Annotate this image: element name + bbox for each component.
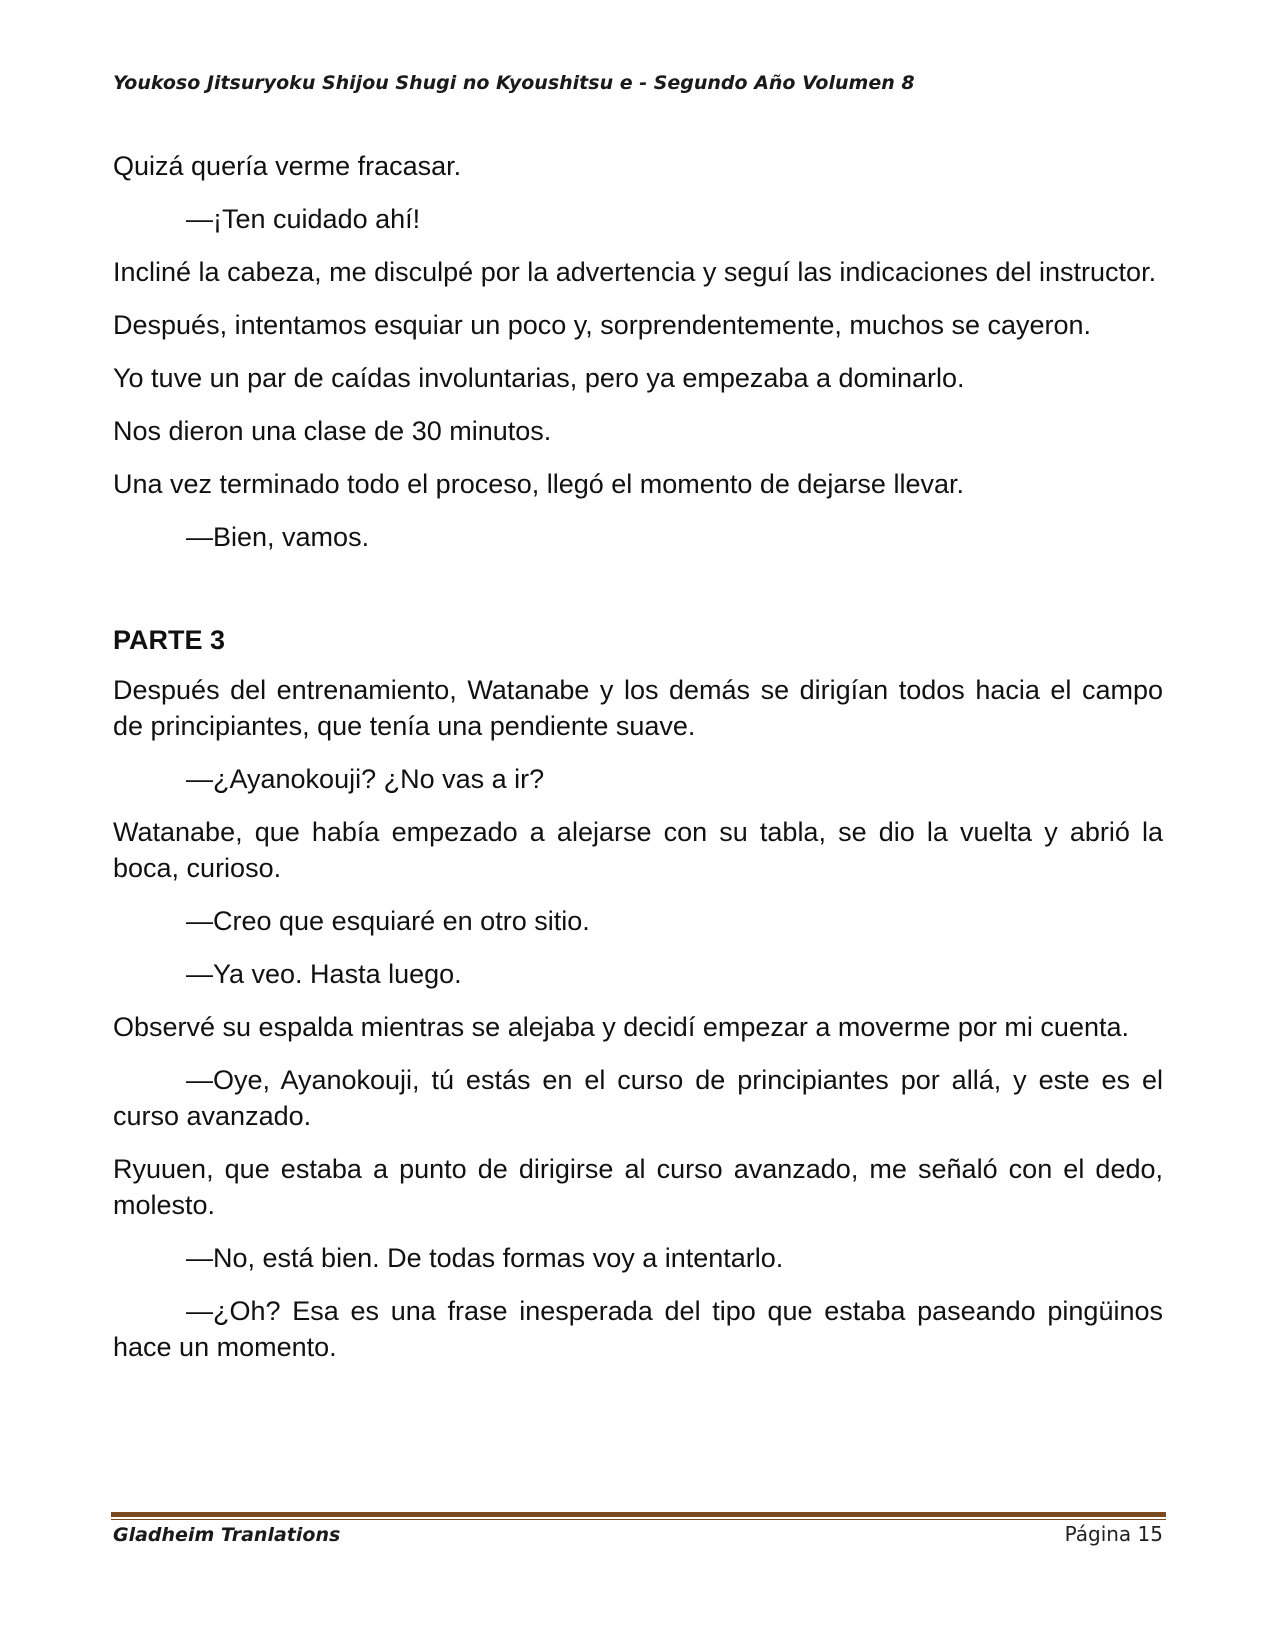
dialogue-line: —¿Ayanokouji? ¿No vas a ir? bbox=[186, 764, 545, 794]
footer-divider-thin bbox=[111, 1519, 1166, 1520]
dialogue-line: —Creo que esquiaré en otro sitio. bbox=[186, 906, 590, 936]
running-header: Youkoso Jitsuryoku Shijou Shugi no Kyoushitsu e - Segundo Año Volumen 8 bbox=[113, 72, 915, 94]
footer-publisher: Gladheim Tranlations bbox=[113, 1524, 341, 1546]
paragraph: Ryuuen, que estaba a punto de dirigirse al curso avanzado, me señaló con el dedo, molesto. bbox=[113, 1154, 1163, 1220]
dialogue-line: —Ya veo. Hasta luego. bbox=[186, 959, 462, 989]
footer-divider bbox=[111, 1512, 1166, 1517]
paragraph: Quizá quería verme fracasar. bbox=[113, 151, 462, 181]
dialogue-line: —Oye, Ayanokouji, tú estás en el curso de principiantes por allá, y este es el curso avanzado. bbox=[113, 1065, 1163, 1131]
dialogue-line: —No, está bien. De todas formas voy a intentarlo. bbox=[186, 1243, 784, 1273]
page-body bbox=[113, 148, 1163, 1382]
dialogue-line: —¡Ten cuidado ahí! bbox=[186, 204, 421, 234]
paragraph: Yo tuve un par de caídas involuntarias, pero ya empezaba a dominarlo. bbox=[113, 363, 965, 393]
paragraph: Incliné la cabeza, me disculpé por la advertencia y seguí las indicaciones del instructor. bbox=[113, 257, 1157, 287]
dialogue-line: —Bien, vamos. bbox=[186, 522, 370, 552]
dialogue-line: —¿Oh? Esa es una frase inesperada del tipo que estaba paseando pingüinos hace un momento. bbox=[113, 1296, 1163, 1362]
paragraph: Después, intentamos esquiar un poco y, sorprendentemente, muchos se cayeron. bbox=[113, 310, 1092, 340]
paragraph: Una vez terminado todo el proceso, llegó el momento de dejarse llevar. bbox=[113, 469, 964, 499]
paragraph: Después del entrenamiento, Watanabe y los demás se dirigían todos hacia el campo de principiantes, que tenía una pendiente suave. bbox=[113, 675, 1163, 741]
paragraph: Watanabe, que había empezado a alejarse con su tabla, se dio la vuelta y abrió la boca, curioso. bbox=[113, 817, 1163, 883]
paragraph: Observé su espalda mientras se alejaba y decidí empezar a moverme por mi cuenta. bbox=[113, 1012, 1129, 1042]
page-number: Página 15 bbox=[1064, 1522, 1163, 1546]
paragraph: Nos dieron una clase de 30 minutos. bbox=[113, 416, 552, 446]
section-title: PARTE 3 bbox=[113, 625, 226, 655]
